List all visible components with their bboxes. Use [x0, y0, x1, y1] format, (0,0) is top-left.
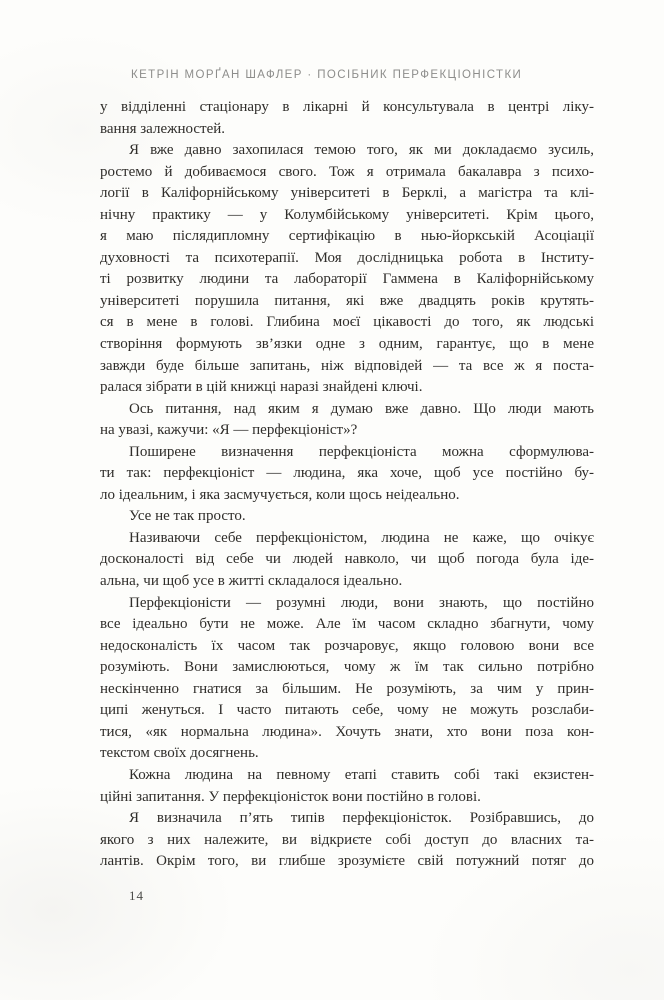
page-text	[100, 97, 594, 873]
text-line: Називаючи себе перфекціоністом, людина не каже, що очікує	[129, 529, 594, 546]
text-line: ційні запитання. У перфекціоністок вони постійно в голові.	[100, 788, 481, 805]
text-line: ралася зібрати в цій книжці наразі знайдені ключі.	[100, 379, 423, 396]
text-line: Усе не так просто.	[129, 508, 246, 525]
text-line: вання залежностей.	[100, 120, 226, 137]
text-line: університеті порушила питання, які вже двадцять років крутять-	[100, 292, 594, 309]
text-line: ті розвитку людини та лабораторії Гаммена в Каліфорнійському	[100, 271, 594, 288]
text-line: досконалості від себе чи людей навколо, чи щоб погода була іде-	[100, 551, 594, 568]
text-line: духовності та психотерапії. Моя дослідницька робота в Інститу-	[100, 249, 594, 266]
text-line: на увазі, кажучи: «Я — перфекціоніст»?	[100, 422, 358, 439]
text-line: логії в Каліфорнійському університеті в Берклі, а магістра та клі-	[100, 185, 594, 202]
text-line: я маю післядипломну сертифікацію в нью-йоркській Асоціації	[100, 228, 594, 245]
text-line: нескінченно гнатися за більшим. Не розуміють, за чим у прин-	[100, 680, 594, 697]
text-line: нічну практику — у Колумбійському університеті. Крім цього,	[100, 206, 594, 223]
text-line: ти так: перфекціоніст — людина, яка хоче, щоб усе постійно бу-	[100, 465, 594, 482]
text-line: Я визначила п’ять типів перфекціоністок. Розібравшись, до	[129, 810, 594, 827]
text-line: текстом своїх досягнень.	[100, 745, 259, 762]
text-line: створіння формують зв’язки одне з одним, гарантує, що в мене	[100, 336, 594, 353]
text-line: розуміють. Вони замислюються, чому ж їм так сильно потрібно	[100, 659, 594, 676]
text-line: недосконалість їх часом так розчаровує, якщо головою вони все	[100, 637, 594, 654]
text-line: все ідеально бути не може. Але їм часом складно збагнути, чому	[100, 616, 594, 633]
text-line: ципі женуться. І часто питають себе, чому не можуть розслаби-	[100, 702, 594, 719]
text-line: альна, чи щоб усе в житті складалося ідеально.	[100, 573, 403, 590]
running-title: КЕТРІН МОРҐАН ШАФЛЕР · ПОСІБНИК ПЕРФЕКЦІОНІСТКИ	[131, 69, 523, 81]
text-line: лантів. Окрім того, ви глибше зрозумієте свій потужний потяг до	[100, 853, 594, 870]
text-line: Я вже давно захопилася темою того, як ми докладаємо зусиль,	[129, 142, 594, 159]
text-line: Поширене визначення перфекціоніста можна сформулюва-	[129, 443, 594, 460]
text-line: якого з них належите, ви відкриєте собі доступ до власних та-	[100, 831, 594, 848]
text-line: ло ідеальним, і яка засмучується, коли щось неідеально.	[100, 486, 460, 503]
text-line: тися, «як нормальна людина». Хочуть знати, хто вони поза кон-	[100, 723, 594, 740]
page-number: 14	[129, 888, 144, 903]
text-line: Кожна людина на певному етапі ставить собі такі екзистен-	[129, 766, 594, 783]
text-line: у відділенні стаціонару в лікарні й консультувала в центрі ліку-	[100, 99, 594, 115]
text-line: Перфекціоністи — розумні люди, вони знають, що постійно	[129, 594, 594, 611]
text-line: Ось питання, над яким я думаю вже давно. Що люди мають	[129, 400, 594, 417]
text-line: ростемо й добиваємося свого. Тож я отримала бакалавра з психо-	[100, 163, 594, 180]
text-line: ся в мене в голові. Глибина моєї цікавості до того, як людські	[100, 314, 594, 331]
text-line: завжди буде більше запитань, ніж відповідей — та все ж я поста-	[100, 357, 594, 374]
